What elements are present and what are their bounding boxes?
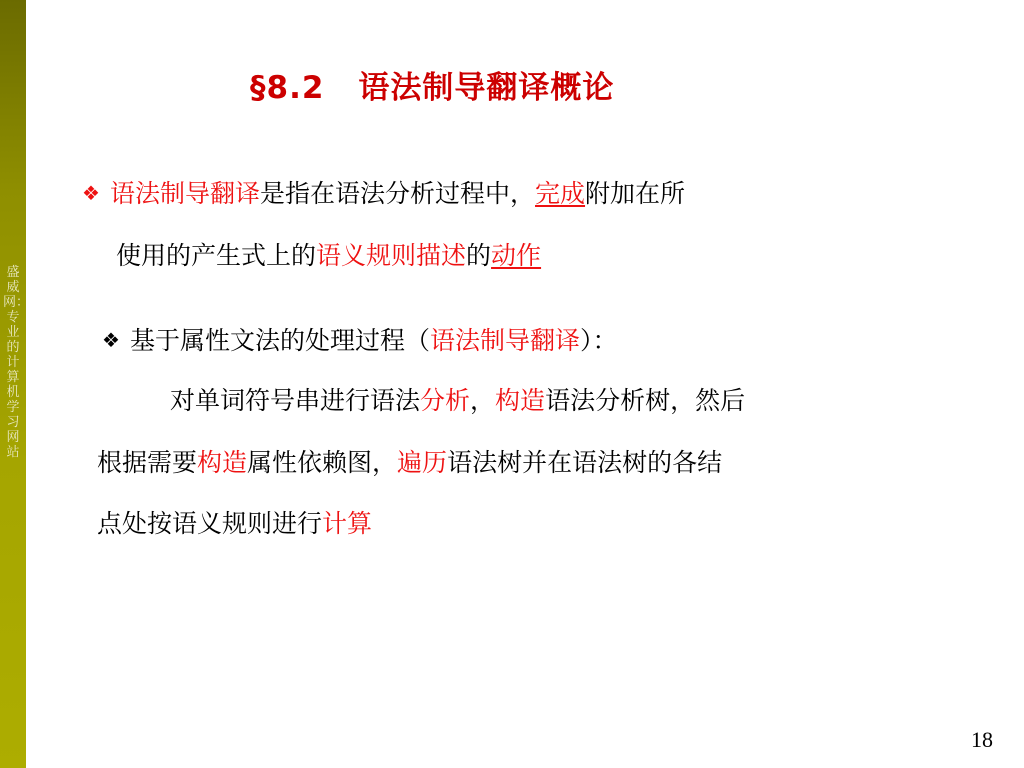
term-construct: 构造 — [495, 386, 546, 415]
page-number: 18 — [971, 727, 993, 752]
bullet-2-line-3 — [97, 433, 722, 493]
diamond-bullet-icon: ❖ — [102, 328, 120, 352]
text-segment: 的 — [466, 241, 492, 270]
left-sidebar-bar — [0, 0, 30, 768]
text-segment: ， — [470, 386, 496, 415]
text-segment: 语法分析树，然后 — [545, 386, 746, 415]
term-syntax-directed-translation: 语法制导翻译 — [430, 326, 581, 355]
text-segment: ）： — [580, 326, 618, 355]
slide-title — [250, 62, 614, 107]
text-segment: 语法树并在语法树的各结 — [447, 448, 723, 477]
term-analyze: 分析 — [420, 386, 471, 415]
term-compute: 计算 — [322, 509, 373, 538]
text-segment: 根据需要 — [97, 448, 198, 477]
section-number: §8.2 — [250, 70, 325, 106]
term-construct: 构造 — [197, 448, 248, 477]
bullet-2-line-2 — [170, 371, 745, 431]
diamond-bullet-icon: ❖ — [82, 181, 100, 205]
bullet-2-line-1 — [102, 310, 618, 371]
link-action[interactable]: 动作 — [491, 241, 542, 270]
bullet-1-line-2 — [116, 226, 541, 286]
text-segment: 对单词符号串进行语法 — [170, 386, 421, 415]
title-text: 语法制导翻译概论 — [358, 70, 615, 106]
term-syntax-directed-translation: 语法制导翻译 — [110, 179, 261, 208]
bullet-1-line-1 — [82, 163, 685, 224]
term-traverse: 遍历 — [397, 448, 448, 477]
text-segment: 是指在语法分析过程中， — [260, 179, 536, 208]
bullet-2-line-4 — [97, 494, 372, 554]
text-segment: 使用的产生式上的 — [116, 241, 317, 270]
term-semantic-rules: 语义规则描述 — [316, 241, 467, 270]
sidebar-watermark: 盛威网：专业的计算机学习网站 — [3, 265, 30, 460]
text-segment: 点处按语义规则进行 — [97, 509, 323, 538]
text-segment: 基于属性文法的处理过程（ — [130, 326, 431, 355]
link-complete[interactable]: 完成 — [535, 179, 586, 208]
text-segment: 属性依赖图， — [247, 448, 398, 477]
text-segment: 附加在所 — [585, 179, 686, 208]
